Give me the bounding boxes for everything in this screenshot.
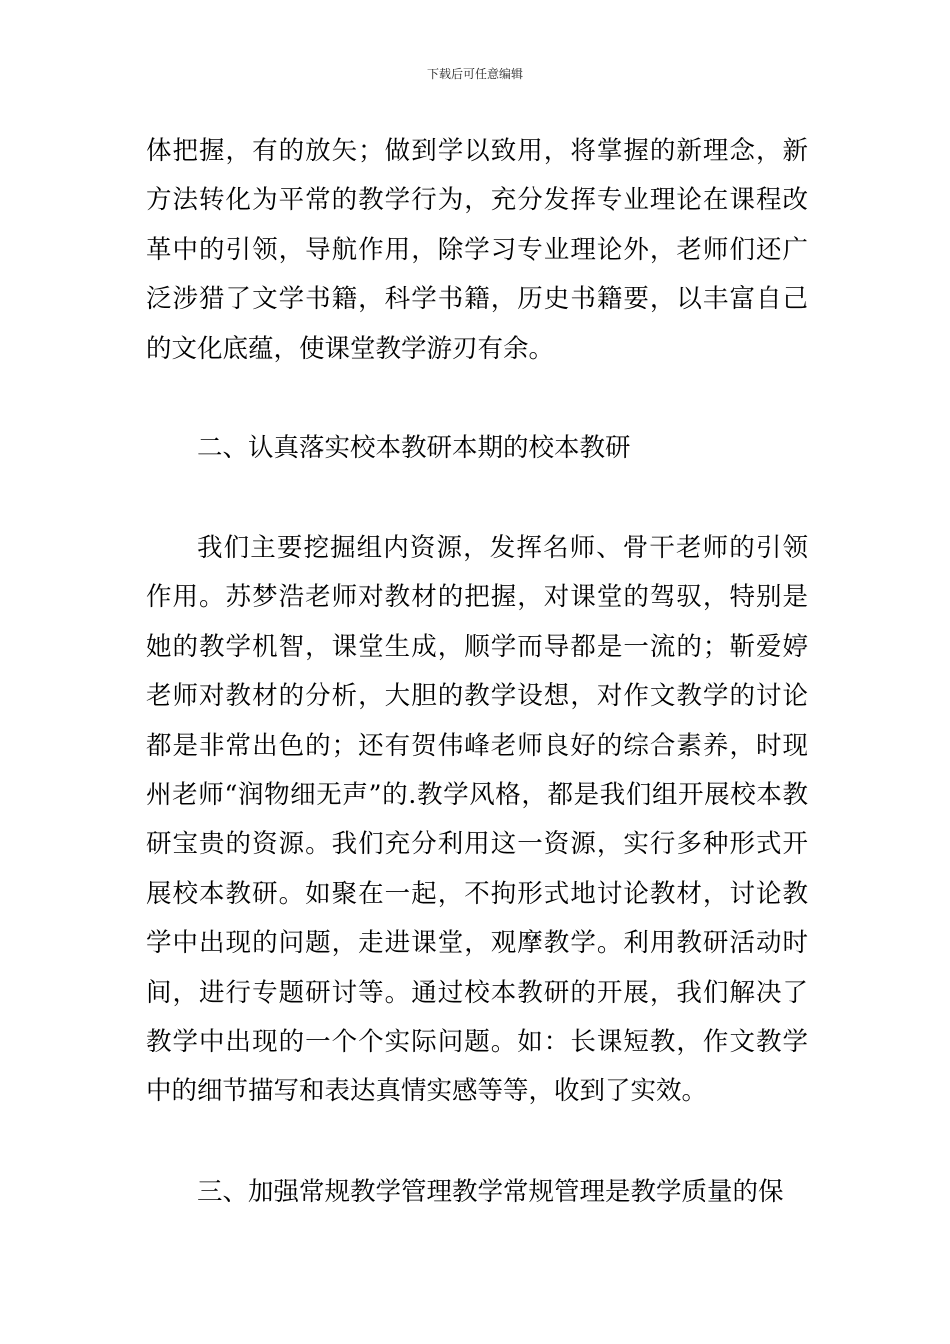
paragraph-body-2: 我们主要挖掘组内资源，发挥名师、骨干老师的引领作用。苏梦浩老师对教材的把握，对课堂的驾驭，特别是她的教学机智，课堂生成，顺学而导都是一流的；靳爱婷老师对教材的分析，大胆的教学设想，对作文教学的讨论都是非常出色的；还有贺伟峰老师良好的综合素养，时现州老师“润物细无声”的.教学风格，都是我们组开展校本教研宝贵的资源。我们充分利用这一资源，实行多种形式开展校本教研。如聚在一起，不拘形式地讨论教材，讨论教学中出现的问题，走进课堂，观摩教学。利用教研活动时间，进行专题研讨等。通过校本教研的开展，我们解决了教学中出现的一个个实际问题。如：长课短教，作文教学中的细节描写和表达真情实感等等，收到了实效。 [146,533,808,1107]
section-heading-3: 三、加强常规教学管理教学常规管理是教学质量的保 [197,1177,784,1207]
page-header-note: 下载后可任意编辑 [426,67,523,81]
paragraph-body-1: 体把握，有的放矢；做到学以致用，将掌握的新理念，新方法转化为平常的教学行为，充分发挥专业理论在课程改革中的引领，导航作用，除学习专业理论外，老师们还广泛涉猎了文学书籍，科学书籍，历史书籍要，以丰富自己的文化底蕴，使课堂教学游刃有余。 [146,136,808,364]
section-heading-2: 二、认真落实校本教研本期的校本教研 [197,433,631,463]
